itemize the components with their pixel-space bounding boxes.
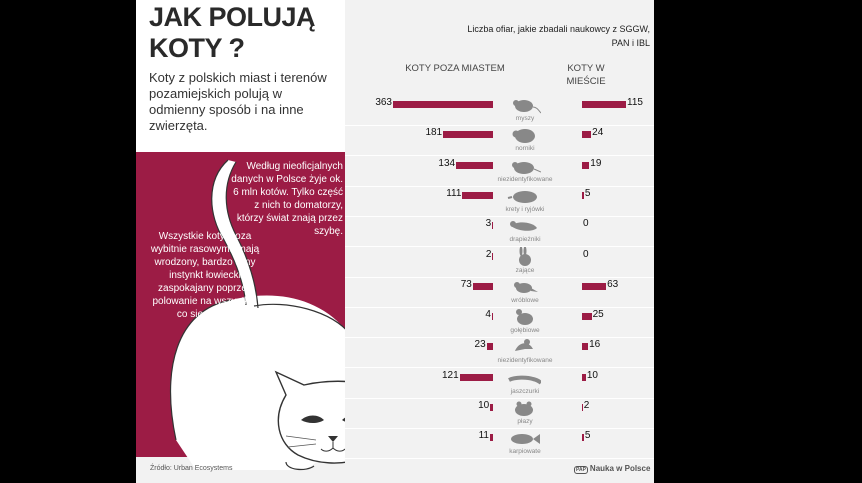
- value-in-city: 10: [586, 369, 598, 381]
- category-label: krety i ryjówki: [505, 205, 545, 213]
- chart-row: [345, 338, 654, 368]
- chart-row: [345, 157, 654, 187]
- chart-row: [345, 278, 654, 308]
- chart-row: [345, 369, 654, 399]
- title-line-2: KOTY ?: [149, 33, 245, 63]
- value-in-city: 63: [607, 278, 619, 290]
- chart-row: [345, 187, 654, 217]
- page-title: [149, 2, 315, 64]
- chart-row: [345, 429, 654, 459]
- lizard-icon: [507, 368, 541, 388]
- value-outside-city: 10: [478, 400, 490, 411]
- value-outside-city: 3: [485, 218, 492, 230]
- category-label: drapieżniki: [509, 236, 541, 244]
- category-label: zające: [515, 266, 535, 274]
- bar-in-city: [582, 101, 626, 108]
- row-divider: [345, 458, 654, 459]
- value-in-city: 25: [592, 309, 604, 321]
- value-in-city: 5: [584, 430, 591, 442]
- left-panel: [136, 0, 345, 483]
- mouse-icon: [507, 95, 541, 115]
- value-outside-city: 363: [375, 97, 392, 108]
- logo-badge: PAP: [576, 467, 586, 473]
- value-in-city: 19: [590, 157, 602, 169]
- value-outside-city: 121: [441, 369, 459, 381]
- value-in-city: 2: [583, 400, 590, 411]
- value-in-city: 5: [584, 187, 591, 199]
- chart-row: [345, 399, 654, 429]
- bird-icon: [507, 337, 541, 357]
- bar-outside-city: [473, 283, 493, 290]
- vole-icon: [507, 125, 541, 145]
- bar-outside-city: [492, 313, 493, 320]
- subtitle: Koty z polskich miast i terenów pozamiejskich polują w odmienny sposób i na inne zwierzęta.: [149, 70, 327, 133]
- category-label: jaszczurki: [510, 387, 540, 395]
- bar-in-city: [582, 434, 584, 441]
- bar-outside-city: [443, 131, 493, 138]
- value-outside-city: 2: [485, 248, 492, 260]
- note-cat-population: Według nieoficjalnych danych w Polsce żyje ok. 6 mln kotów. Tylko część z nich to domatorzy, którzy świat znają przez szybę.: [231, 161, 343, 237]
- column-header-outside-city: KOTY POZA MIASTEM: [405, 63, 505, 74]
- chart-row: [345, 308, 654, 338]
- infographic: [136, 0, 654, 483]
- bar-outside-city: [460, 374, 493, 381]
- value-outside-city: 23: [474, 339, 486, 351]
- bar-in-city: [582, 404, 583, 411]
- note-hunting-instinct: Wszystkie koty, poza wybitnie rasowymi, mają wrodzony, bardzo silny instynkt łowiecki zaspokajany poprzez polowanie na wszystko, co się rusza.: [150, 231, 260, 320]
- carp-icon: [507, 428, 541, 448]
- bar-outside-city: [456, 162, 493, 169]
- category-label: niezidentyfikowane: [497, 175, 553, 183]
- bar-outside-city: [492, 253, 493, 260]
- value-outside-city: 4: [485, 309, 491, 321]
- chart-row: [345, 217, 654, 247]
- value-outside-city: 111: [446, 187, 462, 199]
- weasel-icon: [507, 216, 541, 236]
- value-in-city: 0: [583, 248, 589, 260]
- value-outside-city: 181: [425, 127, 443, 139]
- publisher-logo: [574, 464, 650, 474]
- category-label: niezidentyfikowane: [497, 357, 553, 365]
- bar-in-city: [582, 192, 584, 199]
- value-in-city: 0: [583, 218, 589, 230]
- column-header-in-city: KOTY W MIEŚCIE: [566, 63, 606, 87]
- bar-in-city: [582, 162, 589, 169]
- value-outside-city: 73: [460, 278, 472, 290]
- value-in-city: 16: [589, 339, 601, 351]
- bar-outside-city: [393, 101, 493, 108]
- chart-panel: [345, 0, 654, 483]
- category-label: płazy: [517, 418, 533, 425]
- logo-text: Nauka w Polsce: [589, 464, 651, 473]
- chart-title: Liczba ofiar, jakie zbadali naukowcy z SGGW, PAN i IBL: [467, 24, 650, 48]
- rodent-icon: [507, 156, 541, 176]
- bar-outside-city: [490, 434, 493, 441]
- category-label: norniki: [515, 145, 535, 153]
- chart-row: [345, 248, 654, 278]
- value-in-city: 115: [627, 97, 643, 108]
- category-label: wróblowe: [511, 296, 539, 304]
- bar-outside-city: [492, 222, 493, 229]
- category-label: karpiowate: [509, 448, 541, 456]
- pigeon-icon: [507, 307, 541, 327]
- bar-outside-city: [490, 404, 493, 411]
- value-outside-city: 11: [478, 430, 489, 442]
- chart-row: [345, 96, 654, 126]
- source-note: Źródło: Urban Ecosystems: [150, 465, 233, 472]
- chart-row: [345, 126, 654, 156]
- bar-in-city: [582, 343, 588, 350]
- title-line-1: JAK POLUJĄ: [149, 2, 316, 32]
- bar-in-city: [582, 283, 606, 290]
- bar-outside-city: [462, 192, 493, 199]
- bar-in-city: [582, 374, 586, 381]
- bar-in-city: [582, 131, 591, 138]
- value-in-city: 24: [592, 127, 604, 139]
- sparrow-icon: [507, 277, 541, 297]
- bar-outside-city: [487, 343, 493, 350]
- category-label: gołębiowe: [510, 327, 540, 335]
- category-label: myszy: [515, 115, 535, 122]
- value-outside-city: 134: [438, 157, 456, 169]
- hare-icon: [507, 247, 541, 267]
- mole-icon: [507, 186, 541, 206]
- frog-icon: [507, 398, 541, 418]
- bar-in-city: [582, 313, 592, 320]
